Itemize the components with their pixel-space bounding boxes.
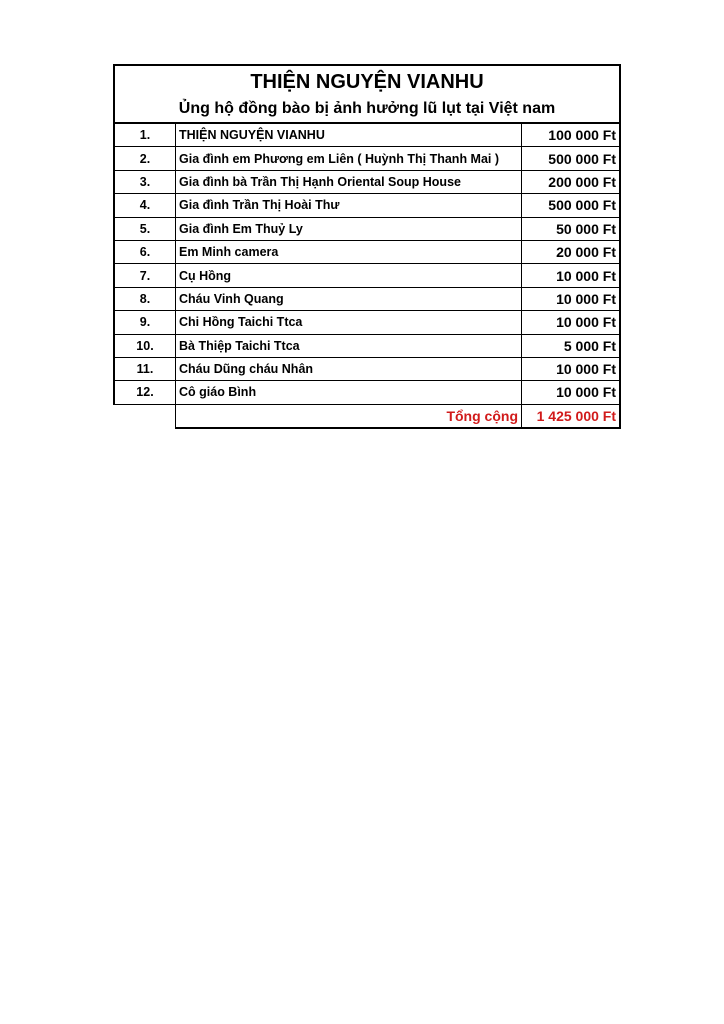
row-number: 9.: [114, 311, 176, 334]
title-box: [113, 64, 621, 123]
total-row: [114, 404, 620, 428]
donation-table: [113, 123, 621, 429]
table-row: [114, 240, 620, 263]
row-number: 4.: [114, 194, 176, 217]
table-row: [114, 357, 620, 380]
donation-amount: 500 000 Ft: [522, 147, 621, 170]
donation-amount: 20 000 Ft: [522, 240, 621, 263]
donation-amount: 10 000 Ft: [522, 311, 621, 334]
donation-sheet: [113, 64, 621, 429]
table-row: [114, 264, 620, 287]
table-row: [114, 287, 620, 310]
total-amount: 1 425 000 Ft: [522, 404, 621, 428]
table-row: [114, 170, 620, 193]
donor-name: Cô giáo Bình: [176, 381, 522, 404]
donation-amount: 10 000 Ft: [522, 357, 621, 380]
table-row: [114, 381, 620, 404]
donation-amount: 500 000 Ft: [522, 194, 621, 217]
table-row: [114, 311, 620, 334]
donation-amount: 10 000 Ft: [522, 287, 621, 310]
donor-name: Gia đình Trần Thị Hoài Thư: [176, 194, 522, 217]
table-row: [114, 334, 620, 357]
table-row: [114, 217, 620, 240]
donation-amount: 10 000 Ft: [522, 264, 621, 287]
row-number: 3.: [114, 170, 176, 193]
row-number: 8.: [114, 287, 176, 310]
row-number: 7.: [114, 264, 176, 287]
total-blank-cell: [114, 404, 176, 428]
row-number: 2.: [114, 147, 176, 170]
donation-amount: 50 000 Ft: [522, 217, 621, 240]
row-number: 6.: [114, 240, 176, 263]
total-label: Tổng cộng: [176, 404, 522, 428]
donor-name: THIỆN NGUYỆN VIANHU: [176, 124, 522, 147]
donor-name: Cháu Dũng cháu Nhân: [176, 357, 522, 380]
donor-name: Cụ Hồng: [176, 264, 522, 287]
table-row: [114, 194, 620, 217]
donation-amount: 100 000 Ft: [522, 124, 621, 147]
donation-amount: 200 000 Ft: [522, 170, 621, 193]
document-title: THIỆN NGUYỆN VIANHU: [250, 71, 484, 93]
donation-amount: 5 000 Ft: [522, 334, 621, 357]
row-number: 11.: [114, 357, 176, 380]
row-number: 10.: [114, 334, 176, 357]
donor-name: Em Minh camera: [176, 240, 522, 263]
donor-name: Gia đình em Phương em Liên ( Huỳnh Thị Thanh Mai ): [176, 147, 522, 170]
row-number: 5.: [114, 217, 176, 240]
donor-name: Bà Thiệp Taichi Ttca: [176, 334, 522, 357]
table-row: [114, 147, 620, 170]
document-subtitle: Ủng hộ đồng bào bị ảnh hưởng lũ lụt tại Việt nam: [178, 100, 556, 117]
donor-name: Gia đình bà Trần Thị Hạnh Oriental Soup House: [176, 170, 522, 193]
donation-amount: 10 000 Ft: [522, 381, 621, 404]
donor-name: Chi Hồng Taichi Ttca: [176, 311, 522, 334]
row-number: 12.: [114, 381, 176, 404]
row-number: 1.: [114, 124, 176, 147]
donor-name: Cháu Vinh Quang: [176, 287, 522, 310]
donor-name: Gia đình Em Thuỷ Ly: [176, 217, 522, 240]
table-row: [114, 124, 620, 147]
